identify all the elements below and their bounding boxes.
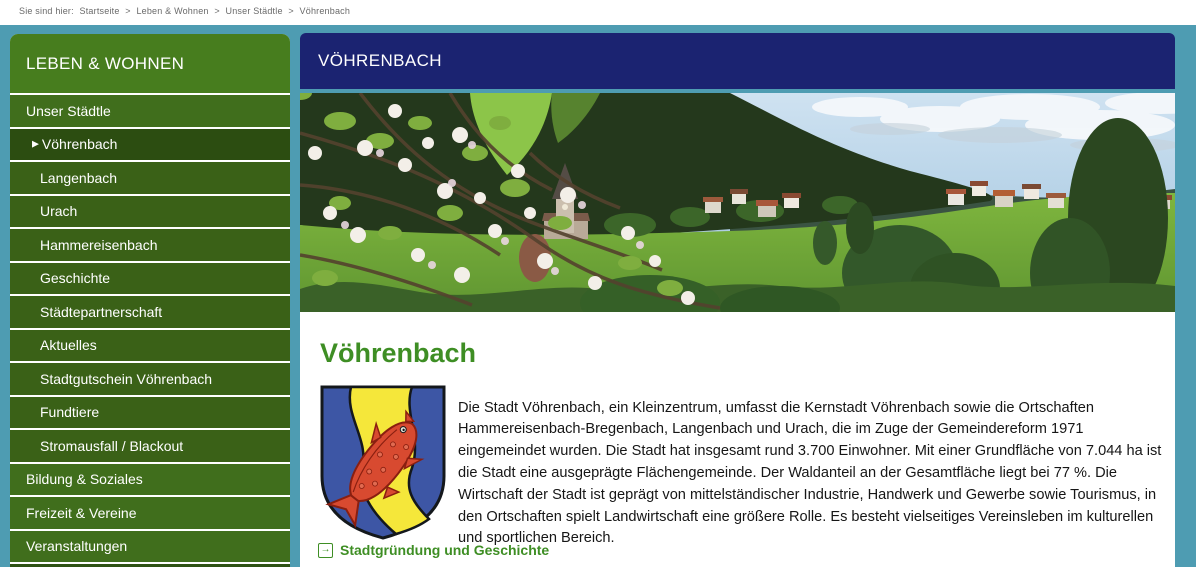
sidebar-item-stromausfall[interactable]: Stromausfall / Blackout [10, 430, 290, 462]
page-title-bar [300, 33, 1175, 89]
main-content [300, 33, 1175, 567]
sidebar-item-hammereisenbach[interactable]: Hammereisenbach [10, 229, 290, 261]
sidebar-item-bildung-soziales[interactable]: Bildung & Soziales [10, 464, 290, 496]
breadcrumb-item-startseite[interactable]: Startseite [79, 6, 120, 16]
coat-of-arms-image [318, 384, 448, 541]
breadcrumb-item-leben-wohnen[interactable]: Leben & Wohnen [136, 6, 209, 16]
breadcrumb-separator: > [214, 6, 220, 16]
article-heading: Vöhrenbach [320, 338, 477, 368]
active-arrow-icon: ▶ [32, 138, 39, 149]
sidebar-item-fundtiere[interactable]: Fundtiere [10, 397, 290, 429]
sidebar-item-urach[interactable]: Urach [10, 196, 290, 228]
breadcrumb-prefix: Sie sind hier: [19, 6, 74, 16]
article [300, 312, 1175, 567]
sidebar-item-unser-staedtle[interactable]: Unser Städtle [10, 95, 290, 127]
sidebar-item-staedtepartnerschaft[interactable]: Städtepartnerschaft [10, 296, 290, 328]
sidebar-item-freizeit-vereine[interactable]: Freizeit & Vereine [10, 497, 290, 529]
breadcrumb-item-unser-staedtle[interactable]: Unser Städtle [225, 6, 283, 16]
article-paragraph: Die Stadt Vöhrenbach, ein Kleinzentrum, umfasst die Kernstadt Vöhrenbach sowie die Ortschaften Hammereisenbach-Bregenbach, Langenbach und Urach, die im Zuge der Gemeindereform 1971 eingemeindet wurden. Die Stadt hat insgesamt rund 3.700 Einwohner. Mit einer Grundfläche von 7.044 ha ist die Stadt eine ausgeprägte Flächengemeinde. Der Waldanteil an der Gesamtfläche liegt bei 77 %. Die Wirtschaft der Stadt ist geprägt von mittelständischer Industrie, Handwerk und Gewerbe sowie Tourismus, in den Ortschaften spielt Landwirtschaft eine größere Rolle. Es besteht vielseitiges Vereinsleben im kulturellen und sportlichen Bereich. [458, 399, 1162, 547]
breadcrumb-bar [0, 0, 1203, 25]
breadcrumb-separator: > [288, 6, 294, 16]
breadcrumb [19, 6, 353, 16]
breadcrumb-item-voehrenbach: Vöhrenbach [299, 6, 351, 16]
breadcrumb-separator: > [125, 6, 131, 16]
page-title: VÖHRENBACH [318, 51, 442, 70]
sidebar-item-veranstaltungen[interactable]: Veranstaltungen [10, 531, 290, 563]
header-photo-village [300, 93, 1175, 312]
arrow-right-box-icon: → [318, 543, 333, 558]
sidebar-title: LEBEN & WOHNEN [10, 34, 290, 93]
site-background [0, 25, 1196, 567]
sidebar-item-geschichte[interactable]: Geschichte [10, 263, 290, 295]
sidebar-nav [10, 34, 290, 567]
sidebar-item-voehrenbach[interactable]: ▶ Vöhrenbach [10, 129, 290, 161]
sidebar-item-aktuelles[interactable]: Aktuelles [10, 330, 290, 362]
history-link-label: Stadtgründung und Geschichte [340, 542, 550, 558]
sidebar-item-stadtgutschein[interactable]: Stadtgutschein Vöhrenbach [10, 363, 290, 395]
village-landscape-illustration [300, 93, 1175, 312]
history-link[interactable] [318, 542, 549, 558]
sidebar-item-langenbach[interactable]: Langenbach [10, 162, 290, 194]
